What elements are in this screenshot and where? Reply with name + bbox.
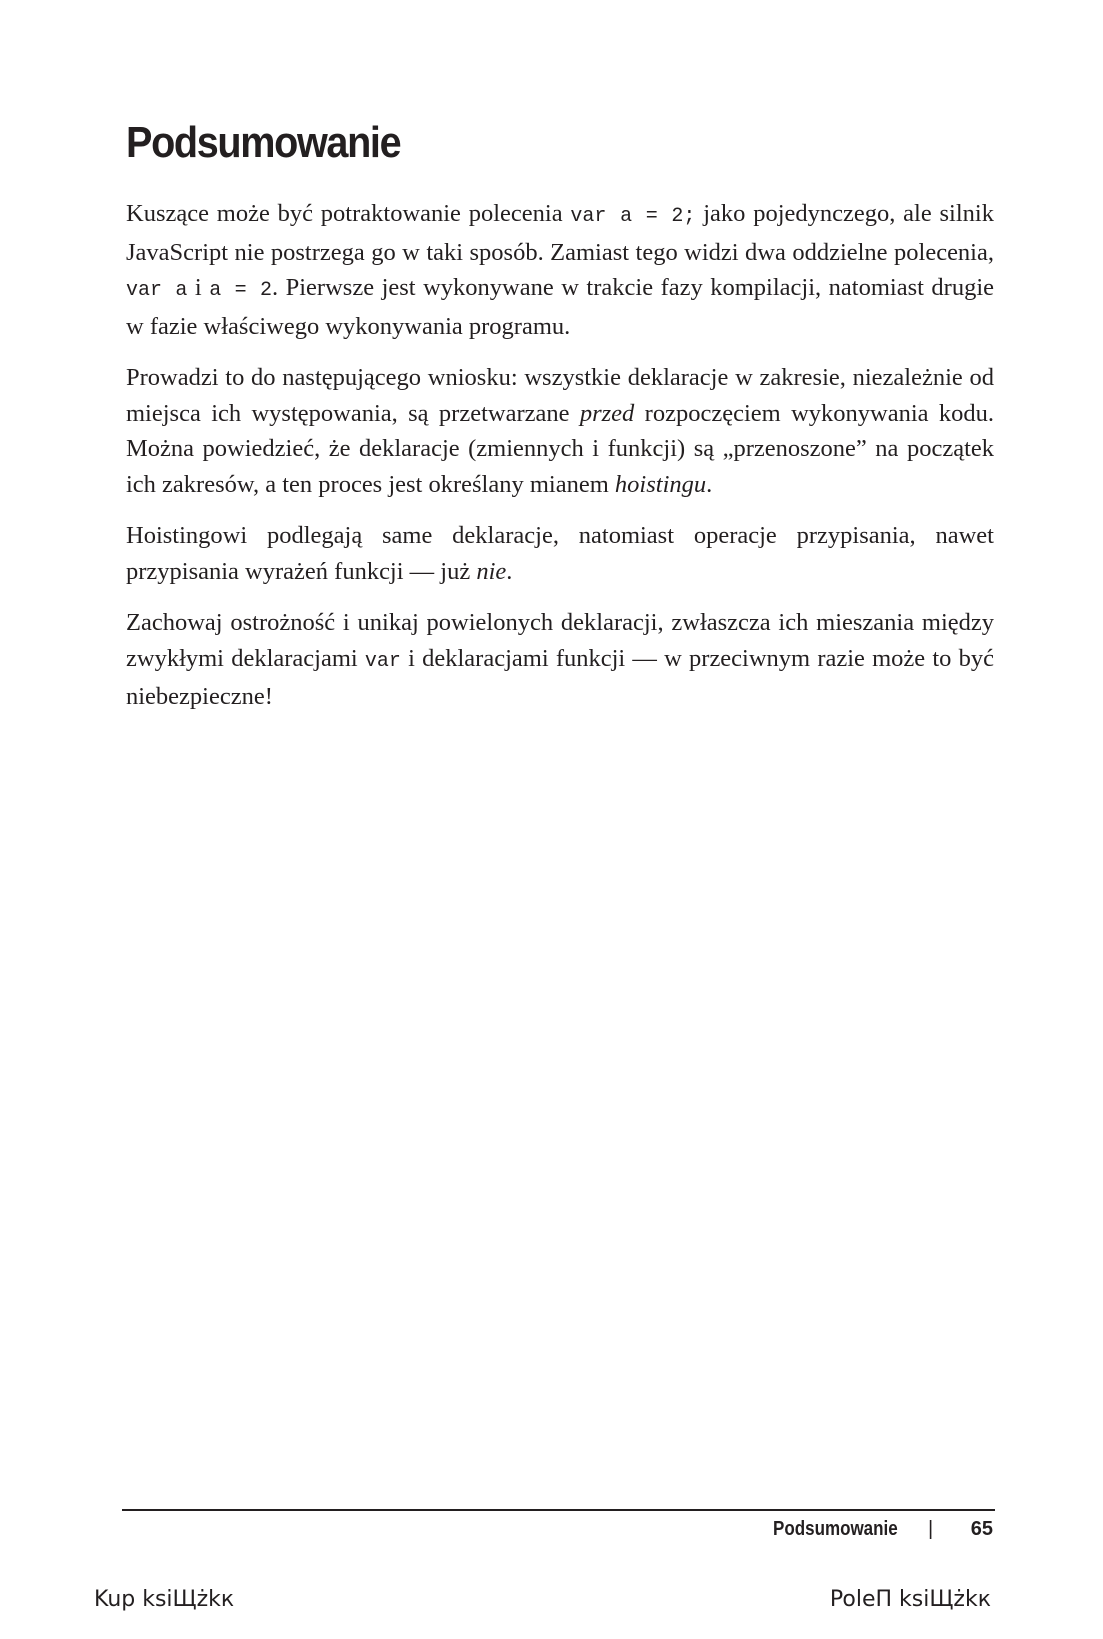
paragraph-3	[126, 518, 994, 589]
text-run: .	[506, 557, 513, 585]
text-run: Kuszące może być potraktowanie polecenia	[126, 200, 571, 227]
footer-section-title: Podsumowanie	[773, 1518, 898, 1540]
paragraph-4	[126, 605, 994, 715]
text-run: Prowadzi to do następującego wniosku: wszystkie deklaracje w zakresie, niezależnie od miejsca ich występowania, są przetwarzane	[126, 364, 994, 427]
recommend-book-link[interactable]: PoleП ksiЩżkк	[829, 1587, 991, 1612]
text-run: Hoistingowi podlegają same deklaracje, natomiast operacje przypisania, nawet przypisania wyrażeń funkcji — już	[126, 522, 994, 585]
inline-code: var a	[126, 279, 188, 302]
buy-book-link[interactable]: Kup ksiЩżkк	[94, 1587, 235, 1612]
emphasis: przed	[579, 399, 635, 427]
footer-separator: |	[928, 1518, 934, 1540]
text-run: Zachowaj ostrożność i unikaj powielonych deklaracji, zwłaszcza ich mieszania między zwykłymi deklaracjami	[126, 609, 994, 672]
footer-divider	[122, 1509, 995, 1511]
text-run: i deklaracjami funkcji — w przeciwnym razie może to być niebezpieczne!	[126, 644, 994, 710]
text-run: . Pierwsze jest wykonywane w trakcie fazy kompilacji, natomiast drugie w fazie właściwego wykonywania programu.	[126, 274, 995, 340]
text-run: jako pojedynczego, ale silnik JavaScript nie postrzega go w taki sposób. Zamiast tego widzi dwa oddzielne polecenia,	[126, 200, 994, 266]
body-text	[126, 196, 994, 731]
emphasis: nie	[476, 557, 507, 585]
inline-code: a = 2	[209, 279, 272, 302]
paragraph-2	[126, 360, 994, 502]
paragraph-1	[126, 196, 994, 344]
text-run: i	[187, 274, 210, 301]
text-run: .	[706, 470, 713, 498]
page-title: Podsumowanie	[126, 118, 401, 167]
emphasis: hoistingu	[614, 470, 707, 498]
page-number: 65	[970, 1518, 993, 1540]
inline-code: var a = 2;	[570, 205, 696, 228]
text-run: rozpoczęciem wykonywania kodu. Można powiedzieć, że deklaracje (zmiennych i funkcji) są „przenoszone” na początek ich zakresów, a ten proces jest określany mianem	[126, 399, 994, 498]
inline-code: var	[364, 649, 401, 673]
